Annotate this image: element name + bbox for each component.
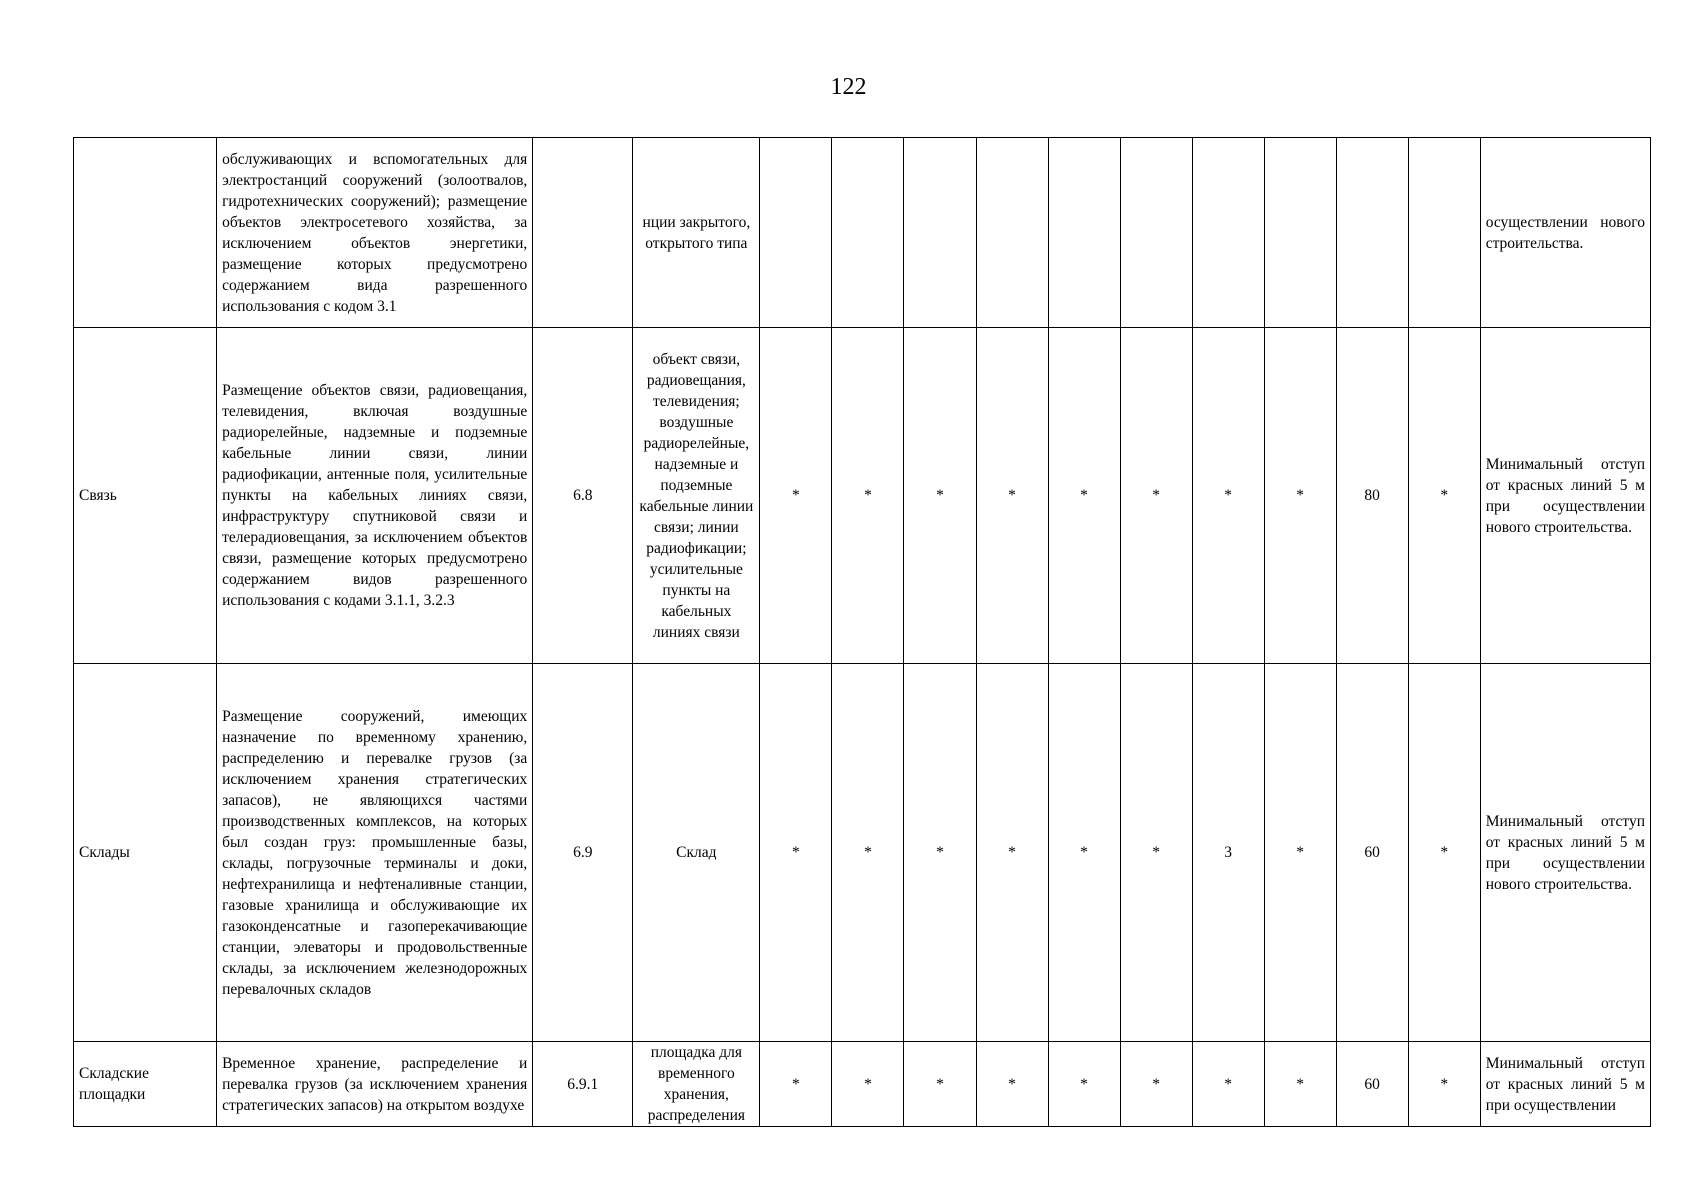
land-use-regulations-table bbox=[73, 137, 1651, 1127]
param-value: * bbox=[1408, 1042, 1480, 1127]
use-name: Складские площадки bbox=[74, 1042, 217, 1127]
param-value: * bbox=[832, 664, 904, 1042]
use-name: Связь bbox=[74, 328, 217, 664]
permitted-objects: объект связи, радиовещания, телевидения; воздушные радиорелейные, надземные и подземные кабельные линии связи; линии радиофикации; усилительные пункты на кабельных линиях связи bbox=[633, 328, 760, 664]
use-description: Временное хранение, распределение и перевалка грузов (за исключением хранения стратегических запасов) на открытом воздухе bbox=[217, 1042, 533, 1127]
param-value: * bbox=[1048, 1042, 1120, 1127]
param-value: * bbox=[1192, 1042, 1264, 1127]
use-note: осуществлении нового строительства. bbox=[1480, 138, 1650, 328]
use-description: Размещение сооружений, имеющих назначение по временному хранению, распределению и перевалке грузов (за исключением хранения стратегических запасов), не являющихся частями производственных комплексов, на которых был создан груз: промышленные базы, склады, погрузочные терминалы и доки, нефтехранилища и нефтеналивные станции, газовые хранилища и обслуживающие их газоконденсатные и газоперекачивающие станции, элеваторы и продовольственные склады, за исключением железнодорожных перевалочных складов bbox=[217, 664, 533, 1042]
param-value: * bbox=[760, 664, 832, 1042]
use-name bbox=[74, 138, 217, 328]
param-value bbox=[1048, 138, 1120, 328]
param-value bbox=[832, 138, 904, 328]
param-value bbox=[1192, 138, 1264, 328]
param-value: * bbox=[1264, 328, 1336, 664]
use-name: Склады bbox=[74, 664, 217, 1042]
param-value bbox=[1264, 138, 1336, 328]
param-value: * bbox=[1192, 328, 1264, 664]
param-value: * bbox=[904, 1042, 976, 1127]
param-value: 3 bbox=[1192, 664, 1264, 1042]
param-value: * bbox=[1120, 664, 1192, 1042]
param-value: * bbox=[1120, 1042, 1192, 1127]
param-value: * bbox=[1264, 1042, 1336, 1127]
param-value bbox=[760, 138, 832, 328]
param-value: * bbox=[976, 1042, 1048, 1127]
table-row bbox=[74, 664, 1651, 1042]
use-note: Минимальный отступ от красных линий 5 м при осуществлении bbox=[1480, 1042, 1650, 1127]
param-value: * bbox=[904, 664, 976, 1042]
param-value: * bbox=[760, 328, 832, 664]
param-value: * bbox=[976, 664, 1048, 1042]
param-value bbox=[1408, 138, 1480, 328]
param-value bbox=[976, 138, 1048, 328]
use-description: обслуживающих и вспомогательных для электростанций сооружений (золоотвалов, гидротехнических сооружений); размещение объектов электросетевого хозяйства, за исключением объектов энергетики, размещение которых предусмотрено содержанием вида разрешенного использования с кодом 3.1 bbox=[217, 138, 533, 328]
param-value: 60 bbox=[1336, 664, 1408, 1042]
table-row bbox=[74, 1042, 1651, 1127]
table-row bbox=[74, 138, 1651, 328]
param-value: * bbox=[832, 328, 904, 664]
use-note: Минимальный отступ от красных линий 5 м при осуществлении нового строительства. bbox=[1480, 664, 1650, 1042]
page-number: 122 bbox=[830, 74, 867, 100]
param-value bbox=[1336, 138, 1408, 328]
use-code: 6.9 bbox=[533, 664, 633, 1042]
param-value: * bbox=[1408, 664, 1480, 1042]
param-value: 80 bbox=[1336, 328, 1408, 664]
use-code: 6.9.1 bbox=[533, 1042, 633, 1127]
permitted-objects: площадка для временного хранения, распределения bbox=[633, 1042, 760, 1127]
param-value: * bbox=[1120, 328, 1192, 664]
use-code: 6.8 bbox=[533, 328, 633, 664]
permitted-objects: нции закрытого, открытого типа bbox=[633, 138, 760, 328]
use-description: Размещение объектов связи, радиовещания, телевидения, включая воздушные радиорелейные, надземные и подземные кабельные линии связи, линии радиофикации, антенные поля, усилительные пункты на кабельных линиях связи, инфраструктуру спутниковой связи и телерадиовещания, за исключением объектов связи, размещение которых предусмотрено содержанием видов разрешенного использования с кодами 3.1.1, 3.2.3 bbox=[217, 328, 533, 664]
use-code bbox=[533, 138, 633, 328]
param-value: * bbox=[1048, 664, 1120, 1042]
param-value: 60 bbox=[1336, 1042, 1408, 1127]
param-value: * bbox=[904, 328, 976, 664]
use-note: Минимальный отступ от красных линий 5 м при осуществлении нового строительства. bbox=[1480, 328, 1650, 664]
param-value: * bbox=[1408, 328, 1480, 664]
param-value: * bbox=[1264, 664, 1336, 1042]
permitted-objects: Склад bbox=[633, 664, 760, 1042]
param-value: * bbox=[760, 1042, 832, 1127]
param-value bbox=[904, 138, 976, 328]
param-value bbox=[1120, 138, 1192, 328]
param-value: * bbox=[976, 328, 1048, 664]
table-row bbox=[74, 328, 1651, 664]
param-value: * bbox=[1048, 328, 1120, 664]
param-value: * bbox=[832, 1042, 904, 1127]
